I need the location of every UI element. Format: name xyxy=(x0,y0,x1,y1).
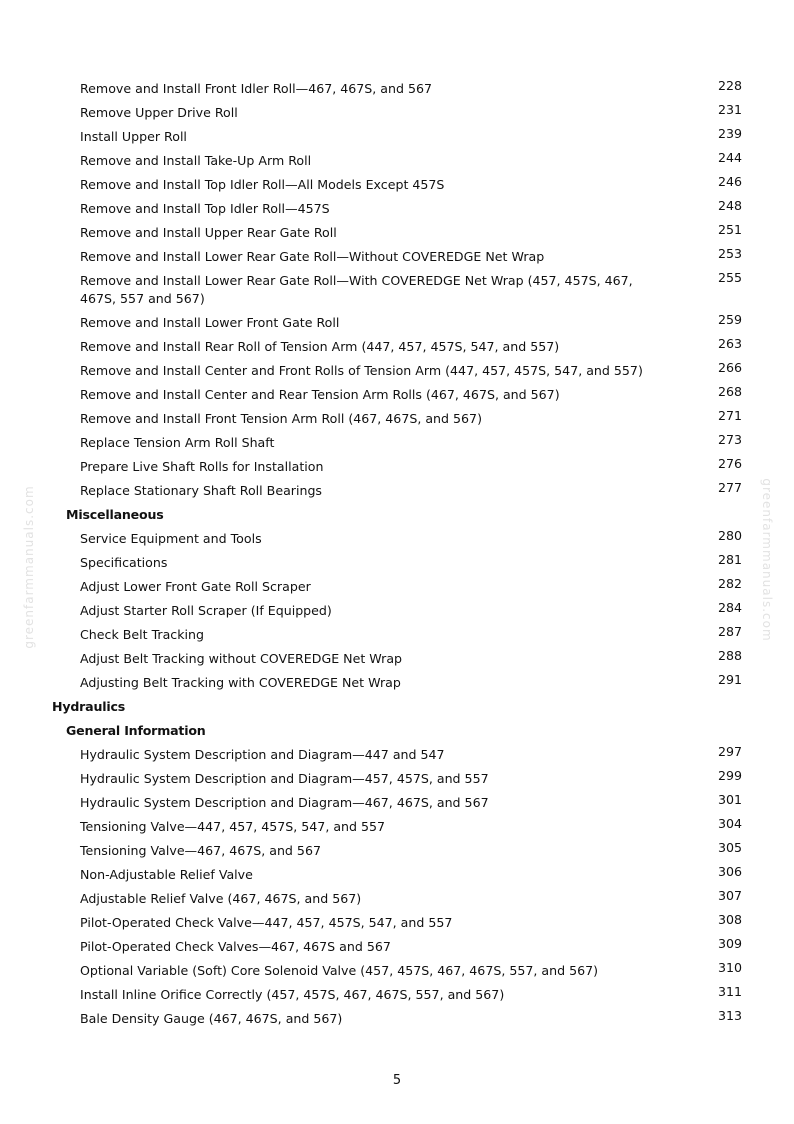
toc-entry-page: 271 xyxy=(717,408,742,423)
toc-entry[interactable] xyxy=(0,311,794,335)
toc-entry-page: 306 xyxy=(717,864,742,879)
toc-entry-page: 299 xyxy=(717,768,742,783)
toc-entry[interactable] xyxy=(0,551,794,575)
toc-entry-page: 259 xyxy=(717,312,742,327)
toc-entry-page: 228 xyxy=(717,78,742,93)
toc-entry-title: Hydraulic System Description and Diagram—457, 457S, and 557 xyxy=(80,771,489,786)
toc-entry-page: 244 xyxy=(717,150,742,165)
toc-entry-title: Hydraulics xyxy=(52,699,126,714)
toc-entry-page: 297 xyxy=(717,744,742,759)
toc-entry-page: 311 xyxy=(717,984,742,999)
toc-entry-title: Remove and Install Lower Rear Gate Roll—With COVEREDGE Net Wrap (457, 457S, 467, 467S, 557 and 567) xyxy=(80,273,633,306)
toc-entry-page: 309 xyxy=(717,936,742,951)
toc-entry-title: Remove and Install Center and Rear Tension Arm Rolls (467, 467S, and 567) xyxy=(80,387,560,402)
toc-entry-page: 313 xyxy=(717,1008,742,1023)
toc-entry-title: Prepare Live Shaft Rolls for Installation xyxy=(80,459,324,474)
toc-entry[interactable] xyxy=(0,77,794,101)
toc-section-heading xyxy=(0,695,794,719)
toc-entry-page: 276 xyxy=(717,456,742,471)
toc-entry-title: General Information xyxy=(66,723,206,738)
toc-entry[interactable] xyxy=(0,431,794,455)
toc-entry-page: 263 xyxy=(717,336,742,351)
toc-entry-title: Non-Adjustable Relief Valve xyxy=(80,867,253,882)
toc-entry-page: 239 xyxy=(717,126,742,141)
toc-entry[interactable] xyxy=(0,743,794,767)
toc-entry-title: Remove and Install Lower Rear Gate Roll—Without COVEREDGE Net Wrap xyxy=(80,249,545,264)
toc-entry[interactable] xyxy=(0,935,794,959)
toc-entry-title: Miscellaneous xyxy=(66,507,164,522)
toc-entry-title: Optional Variable (Soft) Core Solenoid Valve (457, 457S, 467, 467S, 557, and 567) xyxy=(80,963,599,978)
toc-entry[interactable] xyxy=(0,575,794,599)
toc-entry-title: Adjust Starter Roll Scraper (If Equipped) xyxy=(80,603,332,618)
toc-entry-title: Pilot-Operated Check Valve—447, 457, 457S, 547, and 557 xyxy=(80,915,453,930)
toc-entry-page: 307 xyxy=(717,888,742,903)
toc-entry[interactable] xyxy=(0,671,794,695)
toc-entry-title: Service Equipment and Tools xyxy=(80,531,262,546)
toc-entry-page: 282 xyxy=(717,576,742,591)
toc-entry-title: Remove and Install Take-Up Arm Roll xyxy=(80,153,312,168)
toc-entry-page: 246 xyxy=(717,174,742,189)
toc-entry[interactable] xyxy=(0,359,794,383)
toc-entry[interactable] xyxy=(0,887,794,911)
toc-entry[interactable] xyxy=(0,479,794,503)
toc-entry-title: Remove Upper Drive Roll xyxy=(80,105,238,120)
toc-entry-page: 281 xyxy=(717,552,742,567)
toc-entry-title: Check Belt Tracking xyxy=(80,627,204,642)
toc-entry[interactable] xyxy=(0,647,794,671)
toc-entry-page: 266 xyxy=(717,360,742,375)
toc-entry[interactable] xyxy=(0,245,794,269)
toc-entry-title: Install Upper Roll xyxy=(80,129,187,144)
toc-entry[interactable] xyxy=(0,221,794,245)
toc-entry-title: Remove and Install Center and Front Rolls of Tension Arm (447, 457, 457S, 547, and 557) xyxy=(80,363,643,378)
toc-entry[interactable] xyxy=(0,269,794,311)
toc-entry-title: Remove and Install Rear Roll of Tension Arm (447, 457, 457S, 547, and 557) xyxy=(80,339,560,354)
toc-entry[interactable] xyxy=(0,383,794,407)
toc-entry[interactable] xyxy=(0,149,794,173)
toc-entry-title: Hydraulic System Description and Diagram—467, 467S, and 567 xyxy=(80,795,489,810)
toc-entry-page: 280 xyxy=(717,528,742,543)
toc-entry-page: 305 xyxy=(717,840,742,855)
toc-entry-title: Pilot-Operated Check Valves—467, 467S and 567 xyxy=(80,939,391,954)
toc-entry-title: Adjust Belt Tracking without COVEREDGE Net Wrap xyxy=(80,651,403,666)
toc-entry-page: 304 xyxy=(717,816,742,831)
toc-entry[interactable] xyxy=(0,767,794,791)
toc-entry-title: Replace Tension Arm Roll Shaft xyxy=(80,435,275,450)
toc-entry-page: 251 xyxy=(717,222,742,237)
toc-entry[interactable] xyxy=(0,455,794,479)
toc-entry-page: 255 xyxy=(717,270,742,285)
toc-entry-page: 284 xyxy=(717,600,742,615)
toc-entry-title: Bale Density Gauge (467, 467S, and 567) xyxy=(80,1011,343,1026)
toc-entry[interactable] xyxy=(0,1007,794,1031)
toc-entry[interactable] xyxy=(0,125,794,149)
toc-entry-page: 287 xyxy=(717,624,742,639)
watermark-left: greenfarmmanuals.com xyxy=(22,485,36,649)
watermark-right: greenfarmmanuals.com xyxy=(760,478,774,642)
toc-entry-title: Install Inline Orifice Correctly (457, 457S, 467, 467S, 557, and 567) xyxy=(80,987,505,1002)
toc-entry-title: Adjusting Belt Tracking with COVEREDGE Net Wrap xyxy=(80,675,401,690)
toc-entry[interactable] xyxy=(0,839,794,863)
toc-entry-page: 310 xyxy=(717,960,742,975)
toc-entry[interactable] xyxy=(0,863,794,887)
toc-entry-page: 248 xyxy=(717,198,742,213)
toc-entry-page: 253 xyxy=(717,246,742,261)
toc-entry[interactable] xyxy=(0,101,794,125)
toc-entry-title: Tensioning Valve—447, 457, 457S, 547, and 557 xyxy=(80,819,386,834)
toc-entry-title: Remove and Install Lower Front Gate Roll xyxy=(80,315,340,330)
page-number: 5 xyxy=(392,1073,402,1088)
toc-entry-page: 273 xyxy=(717,432,742,447)
toc-entry-page: 288 xyxy=(717,648,742,663)
toc-entry-page: 301 xyxy=(717,792,742,807)
toc-entry[interactable] xyxy=(0,815,794,839)
toc-entry-title: Remove and Install Front Tension Arm Roll (467, 467S, and 567) xyxy=(80,411,482,426)
toc-entry[interactable] xyxy=(0,527,794,551)
toc-entry[interactable] xyxy=(0,791,794,815)
toc-entry[interactable] xyxy=(0,173,794,197)
toc-entry[interactable] xyxy=(0,959,794,983)
toc-entry-page: 268 xyxy=(717,384,742,399)
toc-entry[interactable] xyxy=(0,911,794,935)
toc-entry-title: Tensioning Valve—467, 467S, and 567 xyxy=(80,843,321,858)
toc-entry[interactable] xyxy=(0,197,794,221)
toc-entry-title: Remove and Install Front Idler Roll—467, 467S, and 567 xyxy=(80,81,433,96)
toc-entry-title: Specifications xyxy=(80,555,168,570)
toc-entry-title: Adjustable Relief Valve (467, 467S, and 567) xyxy=(80,891,362,906)
toc-entry-title: Hydraulic System Description and Diagram—447 and 547 xyxy=(80,747,445,762)
toc-entry-title: Remove and Install Top Idler Roll—All Models Except 457S xyxy=(80,177,445,192)
toc-entry-page: 291 xyxy=(717,672,742,687)
toc-subsection-heading xyxy=(0,503,794,527)
toc-entry-page: 277 xyxy=(717,480,742,495)
toc-subsection-heading xyxy=(0,719,794,743)
toc-entry-page: 308 xyxy=(717,912,742,927)
toc-entry[interactable] xyxy=(0,623,794,647)
toc-entry[interactable] xyxy=(0,335,794,359)
toc-entry-title: Replace Stationary Shaft Roll Bearings xyxy=(80,483,322,498)
toc-entry-title: Remove and Install Upper Rear Gate Roll xyxy=(80,225,337,240)
toc-entry-title: Remove and Install Top Idler Roll—457S xyxy=(80,201,330,216)
toc-entry-page: 231 xyxy=(717,102,742,117)
toc-entry[interactable] xyxy=(0,407,794,431)
table-of-contents xyxy=(0,77,794,1031)
toc-entry[interactable] xyxy=(0,983,794,1007)
toc-entry[interactable] xyxy=(0,599,794,623)
toc-entry-title: Adjust Lower Front Gate Roll Scraper xyxy=(80,579,311,594)
